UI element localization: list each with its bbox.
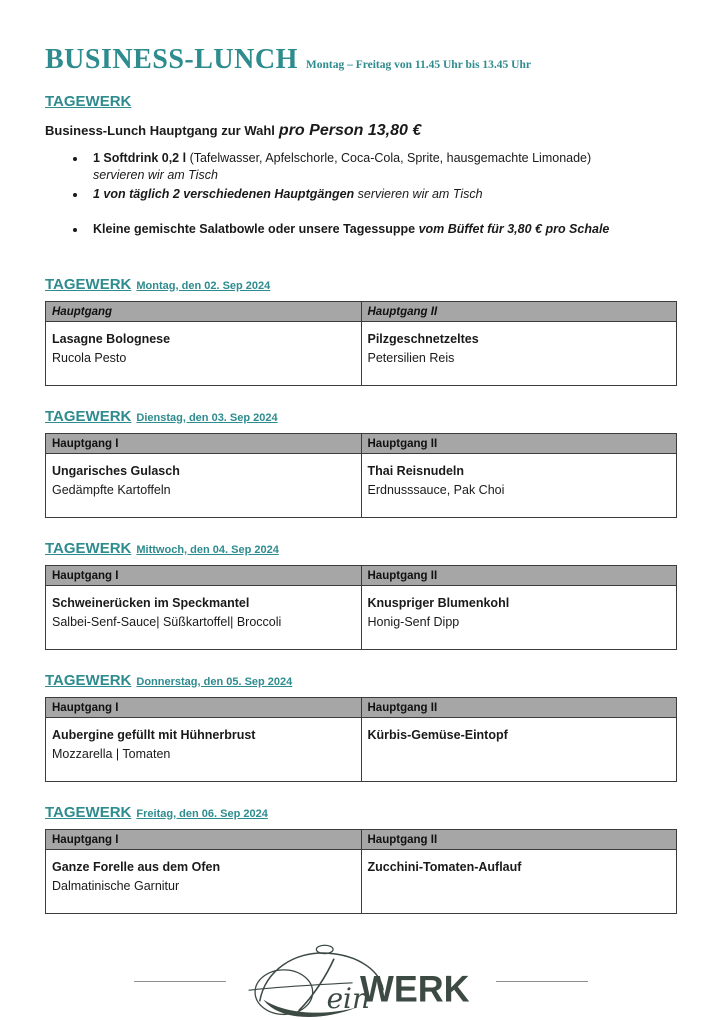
day-heading-dienstag: [45, 408, 677, 426]
menu-cell: [46, 850, 362, 914]
bullet-salatbowle: [87, 221, 677, 238]
day-heading-tagewerk: TAGEWERK: [45, 540, 132, 557]
dish-side: Rucola Pesto: [52, 351, 127, 365]
menu-cell: [46, 586, 362, 650]
menu-cell: [361, 454, 677, 518]
menu-table-dienstag: [45, 433, 677, 518]
dish-side: Gedämpfte Kartoffeln: [52, 483, 171, 497]
dish-title: Lasagne Bolognese: [52, 332, 171, 346]
day-heading-mittwoch: [45, 540, 677, 558]
dish-side: Mozzarella | Tomaten: [52, 747, 171, 761]
day-heading-donnerstag: [45, 672, 677, 690]
menu-table-mittwoch: [45, 565, 677, 650]
menu-cell: [46, 718, 362, 782]
menu-table-donnerstag: [45, 697, 677, 782]
day-section-dienstag: [45, 408, 677, 518]
day-section-montag: [45, 276, 677, 386]
bullet-list: [45, 150, 677, 238]
intro-line: [45, 122, 677, 140]
dish-title: Aubergine gefüllt mit Hühnerbrust: [52, 728, 256, 742]
intro-price: pro Person 13,80 €: [278, 122, 422, 139]
dish-side: Erdnusssauce, Pak Choi: [367, 483, 505, 497]
day-heading-date: Dienstag, den 03. Sep 2024: [136, 412, 278, 424]
column-header-hauptgang-1: Hauptgang I: [46, 434, 362, 454]
dish-title: Ungarisches Gulasch: [52, 464, 180, 478]
divider-line-left: [134, 981, 226, 982]
column-header-hauptgang-1: Hauptgang I: [46, 830, 362, 850]
day-heading-tagewerk: TAGEWERK: [45, 672, 132, 689]
column-header-hauptgang-1: Hauptgang I: [46, 698, 362, 718]
menu-cell: [46, 454, 362, 518]
dish-title: Zucchini-Tomaten-Auflauf: [367, 860, 522, 874]
menu-table-freitag: [45, 829, 677, 914]
day-heading-date: Montag, den 02. Sep 2024: [136, 280, 271, 292]
day-heading-date: Freitag, den 06. Sep 2024: [136, 808, 268, 820]
bullet-hauptgaenge: [87, 186, 677, 203]
tagewerk-heading: TAGEWERK: [45, 93, 132, 110]
intro-label: Business-Lunch Hauptgang zur Wahl: [45, 123, 275, 138]
dish-title: Ganze Forelle aus dem Ofen: [52, 860, 221, 874]
dish-side: Honig-Senf Dipp: [367, 615, 460, 629]
dish-side: Petersilien Reis: [367, 351, 455, 365]
day-heading-montag: [45, 276, 677, 294]
column-header-hauptgang-2: Hauptgang II: [361, 434, 677, 454]
column-header-hauptgang-1: Hauptgang: [46, 302, 362, 322]
day-section-mittwoch: [45, 540, 677, 650]
bullet-hauptgaenge-bold: 1 von täglich 2 verschiedenen Hauptgängen: [93, 187, 355, 201]
day-heading-tagewerk: TAGEWERK: [45, 408, 132, 425]
divider-line-right: [496, 981, 588, 982]
menu-table-montag: [45, 301, 677, 386]
day-heading-tagewerk: TAGEWERK: [45, 276, 132, 293]
bullet-salatbowle-price: vom Büffet für 3,80 € pro Schale: [415, 222, 610, 236]
dish-title: Schweinerücken im Speckmantel: [52, 596, 250, 610]
dish-title: Knuspriger Blumenkohl: [367, 596, 510, 610]
day-heading-date: Mittwoch, den 04. Sep 2024: [136, 544, 279, 556]
dish-side: Dalmatinische Garnitur: [52, 879, 180, 893]
bullet-softdrink-line2: servieren wir am Tisch: [93, 168, 218, 182]
column-header-hauptgang-2: Hauptgang II: [361, 302, 677, 322]
bullet-softdrink-rest: (Tafelwasser, Apfelschorle, Coca-Cola, Sprite, hausgemachte Limonade): [186, 151, 592, 165]
logo-werk-text: WERK: [360, 967, 470, 1010]
column-header-hauptgang-1: Hauptgang I: [46, 566, 362, 586]
column-header-hauptgang-2: Hauptgang II: [361, 830, 677, 850]
column-header-hauptgang-2: Hauptgang II: [361, 698, 677, 718]
dish-title: Kürbis-Gemüse-Eintopf: [367, 728, 508, 742]
feinwerk-logo: [234, 942, 486, 1020]
day-heading-freitag: [45, 804, 677, 822]
menu-cell: [361, 586, 677, 650]
day-heading-date: Donnerstag, den 05. Sep 2024: [136, 676, 293, 688]
bullet-softdrink-bold: 1 Softdrink 0,2 l: [93, 151, 187, 165]
bullet-hauptgaenge-rest: servieren wir am Tisch: [354, 187, 483, 201]
day-heading-tagewerk: TAGEWERK: [45, 804, 132, 821]
dish-side: Salbei-Senf-Sauce| Süßkartoffel| Broccoli: [52, 615, 282, 629]
page-header: [45, 44, 677, 76]
page-title: BUSINESS-LUNCH: [45, 44, 298, 75]
logo-script-text: ein: [326, 981, 370, 1015]
day-section-donnerstag: [45, 672, 677, 782]
bullet-softdrink: [87, 150, 677, 184]
menu-cell: [46, 322, 362, 386]
menu-cell: [361, 718, 677, 782]
column-header-hauptgang-2: Hauptgang II: [361, 566, 677, 586]
dish-title: Thai Reisnudeln: [367, 464, 465, 478]
page-subtitle: Montag – Freitag von 11.45 Uhr bis 13.45 Uhr: [305, 59, 531, 71]
dish-title: Pilzgeschnetzeltes: [367, 332, 479, 346]
day-section-freitag: [45, 804, 677, 914]
menu-cell: [361, 850, 677, 914]
footer-logo-row: [45, 942, 677, 1020]
bullet-salatbowle-bold: Kleine gemischte Salatbowle oder unsere Tagessuppe: [93, 222, 416, 236]
menu-cell: [361, 322, 677, 386]
